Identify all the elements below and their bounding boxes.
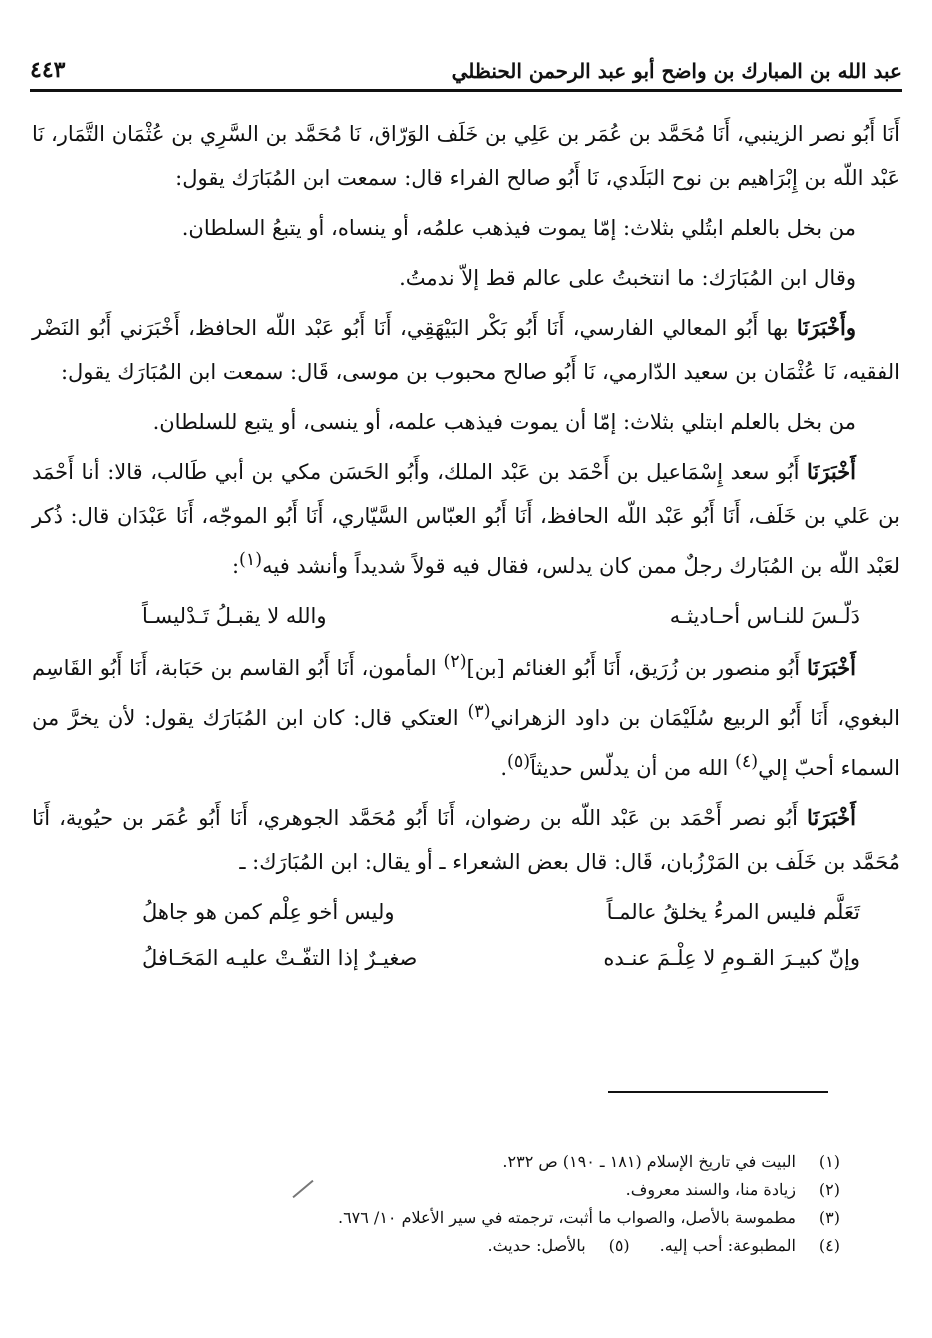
footnote-text: زيادة منا، والسند معروف.	[625, 1180, 796, 1199]
main-text	[32, 112, 900, 982]
paragraph-4	[32, 450, 900, 588]
verse-1-second-hemistich: والله لا يقبـلُ تَـدْليسـاً	[142, 604, 327, 628]
verse-1-first-hemistich: دَلّـسَ للنـاس أحـاديثـه	[669, 604, 860, 628]
verse-2-second-hemistich: وليس أخو عِلْم كمن هو جاهلُ	[142, 900, 395, 924]
verse-1	[32, 594, 900, 638]
footnote-number: (٣)	[818, 1208, 840, 1227]
paragraph-3	[32, 306, 900, 394]
isnad-lead: وأَخْبَرَنَا	[796, 315, 856, 340]
footnote-text: مطموسة بالأصل، والصواب ما أثبت، ترجمته في سير الأعلام ١٠/ ٦٧٦.	[337, 1208, 796, 1227]
footnote-divider	[608, 1091, 828, 1093]
paragraph-5-text-b: المأمون، أَنَا أَبُو القاسم بن حَبَابة، أَنَا أَبُو القَاسِم البغوي، أَنَا أَبُو الربيع سُلَيْمَان بن داود الزهراني	[32, 656, 900, 730]
footnote-pair	[120, 1232, 840, 1260]
footnote-ref-4[interactable]: (٤)	[735, 752, 759, 772]
verse-2-first-hemistich: تَعَلَّم فليس المرءُ يخلقُ عالمـاً	[606, 900, 860, 924]
isnad-lead: أَخْبَرَنَا	[807, 459, 856, 484]
footnote-number: (٥)	[608, 1236, 630, 1255]
verse-3-second-hemistich: صغيـرٌ إذا التفّـتْ عليـه المَحَـافلُ	[142, 946, 418, 970]
footnote-text: المطبوعة: أحب إليه.	[659, 1236, 796, 1255]
quote-2: من بخل بالعلم ابتلي بثلاث: إمّا أن يموت فيذهب علمه، أو ينسى، أو يتبع للسلطان.	[152, 410, 856, 434]
verse-3	[32, 936, 900, 980]
footnotes	[120, 1148, 840, 1260]
paragraph-2: وقال ابن المُبَارَك: ما انتخبتُ على عالم قط إلاّ ندمتُ.	[399, 266, 856, 290]
paragraph-5-text-e: .	[500, 756, 508, 780]
quote-1: من بخل بالعلم ابتُلي بثلاث: إمّا يموت فيذهب علمُه، أو ينساه، أو يتبعُ السلطان.	[181, 216, 856, 240]
footnote-ref-3[interactable]: (٣)	[467, 702, 491, 722]
verse-2	[32, 890, 900, 934]
header-title: عبد الله بن المبارك بن واضح أبو عبد الرحمن الحنظلي	[451, 59, 902, 83]
isnad-lead: أَخْبَرَنَا	[807, 805, 856, 830]
footnote-ref-1[interactable]: (١)	[239, 550, 263, 570]
footnote-item	[120, 1204, 840, 1232]
footnote-text: بالأصل: حديث.	[487, 1236, 586, 1255]
paragraph-6	[32, 796, 900, 884]
footnote-item	[487, 1232, 629, 1260]
paragraph-5-text-d: الله من أن يدلّس حديثاً	[530, 756, 736, 780]
paragraph-4-tail: :	[231, 554, 240, 578]
footnote-item	[660, 1232, 840, 1260]
paragraph-5	[32, 640, 900, 790]
footnote-number: (٤)	[818, 1236, 840, 1255]
footnote-text: البيت في تاريخ الإسلام (١٨١ ـ ١٩٠) ص ٢٣٢.	[502, 1152, 796, 1171]
footnote-item	[120, 1176, 840, 1204]
footnote-item	[120, 1148, 840, 1176]
footnote-ref-5[interactable]: (٥)	[507, 752, 531, 772]
page-number: ٤٤٣	[30, 57, 66, 83]
paragraph-5-text-a: أَبُو منصور بن زُرَيق، أَنَا أَبُو الغنائم [بن]	[466, 656, 808, 680]
footnote-number: (٢)	[818, 1180, 840, 1199]
paragraph-4-text: أَبُو سعد إِسْمَاعيل بن أَحْمَد بن عَبْد الملك، وأَبُو الحَسَن مكي بن أبي طَالب، قالا: أنا أَحْمَد بن عَلي بن خَلَف، أَنَا أَبُو عَبْد اللّه الحافظ، أَنَا أَبُو العبّاس السَّيّاري، أَنَا أَبُو الموجّه، أَنَا عَبْدَان قال: ذُكر لعَبْد اللّه بن المُبَارك رجلٌ ممن كان يدلس، فقال فيه قولاً شديداً وأنشد فيه	[32, 460, 900, 578]
verse-3-first-hemistich: وإنّ كبيـرَ القـومِ لا عِلْـمَ عنـده	[603, 946, 860, 970]
isnad-lead: أَخْبَرَنَا	[807, 655, 856, 680]
footnote-number: (١)	[818, 1152, 840, 1171]
paragraph-5-text-c: العتكي قال: كان ابن المُبَارَك يقول: لأن يخرَّ من السماء أحبّ إلي	[32, 706, 900, 780]
paragraph-3-text: بها أَبُو المعالي الفارسي، أَنَا أَبُو بَكْر البَيْهَقِي، أَنَا أَبُو عَبْد اللّه الحافظ، أَخْبَرَني أَبُو النَضْر الفقيه، نَا عُثْمَان بن سعيد الدّارمي، نَا أَبُو صالح محبوب بن موسى، قَال: سمعت ابن المُبَارَك يقول:	[32, 316, 900, 384]
paragraph-6-text: أَبُو نصر أَحْمَد بن عَبْد اللّه بن رضوان، أَنَا أَبُو مُحَمَّد الجوهري، أَنَا أَبُو عُمَر بن حيُوية، أَنَا مُحَمَّد بن خَلَف بن المَرْزُبان، قَال: قال بعض الشعراء ـ أو يقال: ابن المُبَارَك: ـ	[32, 806, 900, 874]
footnote-ref-2[interactable]: (٢)	[443, 652, 467, 672]
paragraph-1: أَنَا أَبُو نصر الزينبي، أَنَا مُحَمَّد بن عُمَر بن عَلِي بن خَلَف الوَرّاق، نَا مُحَمَّد بن السَّرِي بن عُثْمَان التَّمَار، نَا عَبْد اللّه بن إِبْرَاهيم بن نوح البَلَدي، نَا أَبُو صالح الفراء قال: سمعت ابن المُبَارَك يقول:	[32, 122, 900, 190]
running-header	[30, 44, 902, 92]
